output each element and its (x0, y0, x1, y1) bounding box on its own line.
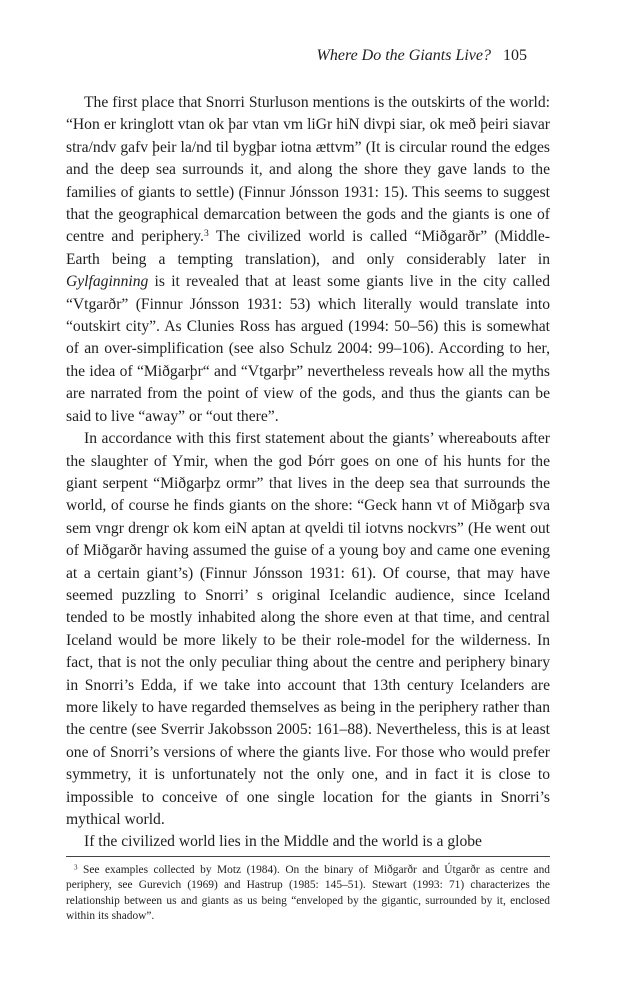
paragraph-3: If the civilized world lies in the Middle and the world is a globe (84, 833, 482, 851)
paragraph-1-text-c: is it revealed that at least some giants live in the city called “Vtgarðr” (Finnur Jónsson 1931: 53) which literally would translate into “outskirt city”. As Clunies Ross has argued (1994: 50–56) this is somewhat of an over-simplification (see also Schulz 2004: 99–106). According to her, the idea of “Miðgarþr“ and “Vtgarþr” nevertheless reveals how all the myths are narrated from the point of view of the gods, and thus the giants can be said to live “away” or “out there”. (66, 273, 550, 425)
paragraph-2: In accordance with this first statement about the giants’ whereabouts after the slaughter of Ymir, when the god Þórr goes on one of his hunts for the giant serpent “Miðgarþz ormr” that lives in the deep sea that surrounds the world, of course he finds giants on the shore: “Geck hann vt of Miðgarþ sva sem vngr drengr ok kom eiN aptan at qveldi til iotvns nockvrs” (He went out of Miðgarðr having assumed the guise of a young boy and came one evening at a certain giant’s) (Finnur Jónsson 1931: 61). Of course, that may have seemed puzzling to Snorri’ s original Icelandic audience, since Iceland tended to be mostly inhabited along the shore even at that time, and central Iceland would be more likely to be their role-model for the wilderness. In fact, that is not the only peculiar thing about the centre and periphery binary in Snorri’s Edda, if we take into account that 13th century Icelanders are more likely to have regarded themselves as being in the periphery rather than the centre (see Sverrir Jakobsson 2005: 161–88). Nevertheless, this is at least one of Snorri’s versions of where the giants live. For those who would prefer symmetry, it is unfortunately not the only one, and in fact it is close to impossible to conceive of one single location for the giants in Snorri’s mythical world. (66, 430, 550, 828)
footnote-text: See examples collected by Motz (1984). On the binary of Miðgarðr and Útgarðr as centre and periphery, see Gurevich (1969) and Hastrup (1985: 145–51). Stewart (1993: 71) characterizes the relationship between us and giants as us being “enveloped by the gigantic, surrounded by it, enclosed within its shadow”. (66, 864, 550, 923)
footnotes (66, 856, 550, 925)
paragraph-1-text-a: The first place that Snorri Sturluson mentions is the outskirts of the world: “Hon er kringlott vtan ok þar vtan vm liGr hiN divpi siar, ok með þeiri siavar stra/ndv gafv þeir la/nd til bygþar iotna ættvm” (It is circular round the edges and the deep sea surrounds it, and along the shore they gave lands to the families of giants to settle) (Finnur Jónsson 1931: 15). This seems to suggest that the geographical demarcation between the gods and the giants is one of centre and periphery. (66, 94, 550, 246)
footnote-reference[interactable]: 3 (203, 228, 209, 240)
footnote-3 (66, 863, 550, 925)
paragraph-1 (66, 92, 550, 428)
work-title-gylfaginning: Gylfaginning (66, 273, 149, 291)
running-title: Where Do the Giants Live? (316, 47, 491, 64)
footnote-number: 3 (74, 863, 78, 872)
page-number: 105 (503, 47, 527, 64)
paragraph-1-text-b: The civilized world is called “Miðgarðr” (Middle-Earth being a tempting translation), and only considerably later in (66, 228, 551, 268)
body-text (66, 92, 550, 854)
running-head (317, 46, 527, 66)
